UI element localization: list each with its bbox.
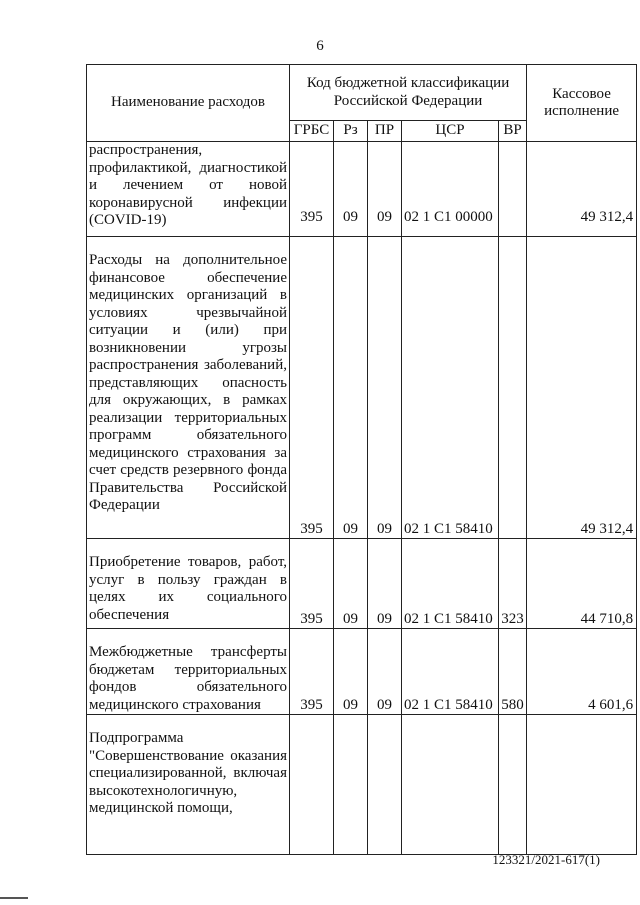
row-grbs: 395 bbox=[290, 237, 334, 539]
row-name: Межбюджетные трансферты бюджетам территориальных фондов обязательного медицинского страхования bbox=[87, 629, 290, 715]
row-rz: 09 bbox=[334, 237, 368, 539]
row-name: Подпрограмма "Совершенствование оказания специализированной, включая высокотехнологичную, медицинской помощи, bbox=[87, 715, 290, 855]
row-rz: 09 bbox=[334, 142, 368, 237]
header-csr: ЦСР bbox=[402, 121, 499, 142]
row-grbs bbox=[290, 715, 334, 855]
row-vr bbox=[499, 142, 527, 237]
table-row bbox=[87, 715, 637, 855]
row-name: Приобретение товаров, работ, услуг в пользу граждан в целях их социального обеспечения bbox=[87, 539, 290, 629]
row-pr: 09 bbox=[368, 539, 402, 629]
row-csr: 02 1 С1 58410 bbox=[402, 539, 499, 629]
row-grbs: 395 bbox=[290, 629, 334, 715]
table-row bbox=[87, 142, 637, 237]
header-code-group: Код бюджетной классификации Российской Федерации bbox=[290, 65, 527, 121]
row-vr: 580 bbox=[499, 629, 527, 715]
row-name: Расходы на дополнительное финансовое обеспечение медицинских организаций в условиях чрезвычайной ситуации и (или) при возникновении угрозы распространения заболеваний, представляющих опасность для окружающих, в рамках реализации территориальных программ обязательного медицинского страхования за счет средств резервного фонда Правительства Российской Федерации bbox=[87, 237, 290, 539]
row-rz bbox=[334, 715, 368, 855]
header-grbs: ГРБС bbox=[290, 121, 334, 142]
table-row bbox=[87, 629, 637, 715]
row-csr: 02 1 С1 58410 bbox=[402, 237, 499, 539]
row-amount bbox=[527, 715, 637, 855]
row-vr: 323 bbox=[499, 539, 527, 629]
row-rz: 09 bbox=[334, 539, 368, 629]
header-execution: Кассовое исполнение bbox=[527, 65, 637, 142]
header-vr: ВР bbox=[499, 121, 527, 142]
row-amount: 44 710,8 bbox=[527, 539, 637, 629]
row-amount: 49 312,4 bbox=[527, 142, 637, 237]
row-pr bbox=[368, 715, 402, 855]
expenses-table bbox=[86, 64, 637, 855]
header-name: Наименование расходов bbox=[87, 65, 290, 142]
row-vr bbox=[499, 237, 527, 539]
header-pr: ПР bbox=[368, 121, 402, 142]
row-pr: 09 bbox=[368, 142, 402, 237]
row-grbs: 395 bbox=[290, 539, 334, 629]
row-csr: 02 1 С1 58410 bbox=[402, 629, 499, 715]
table-row bbox=[87, 539, 637, 629]
row-name: распространения, профилактикой, диагностикой и лечением от новой коронавирусной инфекции (COVID-19) bbox=[87, 142, 290, 237]
row-amount: 4 601,6 bbox=[527, 629, 637, 715]
scan-edge-mark bbox=[0, 897, 28, 899]
page-number: 6 bbox=[316, 38, 324, 54]
row-amount: 49 312,4 bbox=[527, 237, 637, 539]
row-csr: 02 1 С1 00000 bbox=[402, 142, 499, 237]
document-number: 123321/2021-617(1) bbox=[492, 852, 600, 867]
row-pr: 09 bbox=[368, 237, 402, 539]
row-pr: 09 bbox=[368, 629, 402, 715]
row-rz: 09 bbox=[334, 629, 368, 715]
header-rz: Рз bbox=[334, 121, 368, 142]
table-row bbox=[87, 237, 637, 539]
row-vr bbox=[499, 715, 527, 855]
row-csr bbox=[402, 715, 499, 855]
row-grbs: 395 bbox=[290, 142, 334, 237]
